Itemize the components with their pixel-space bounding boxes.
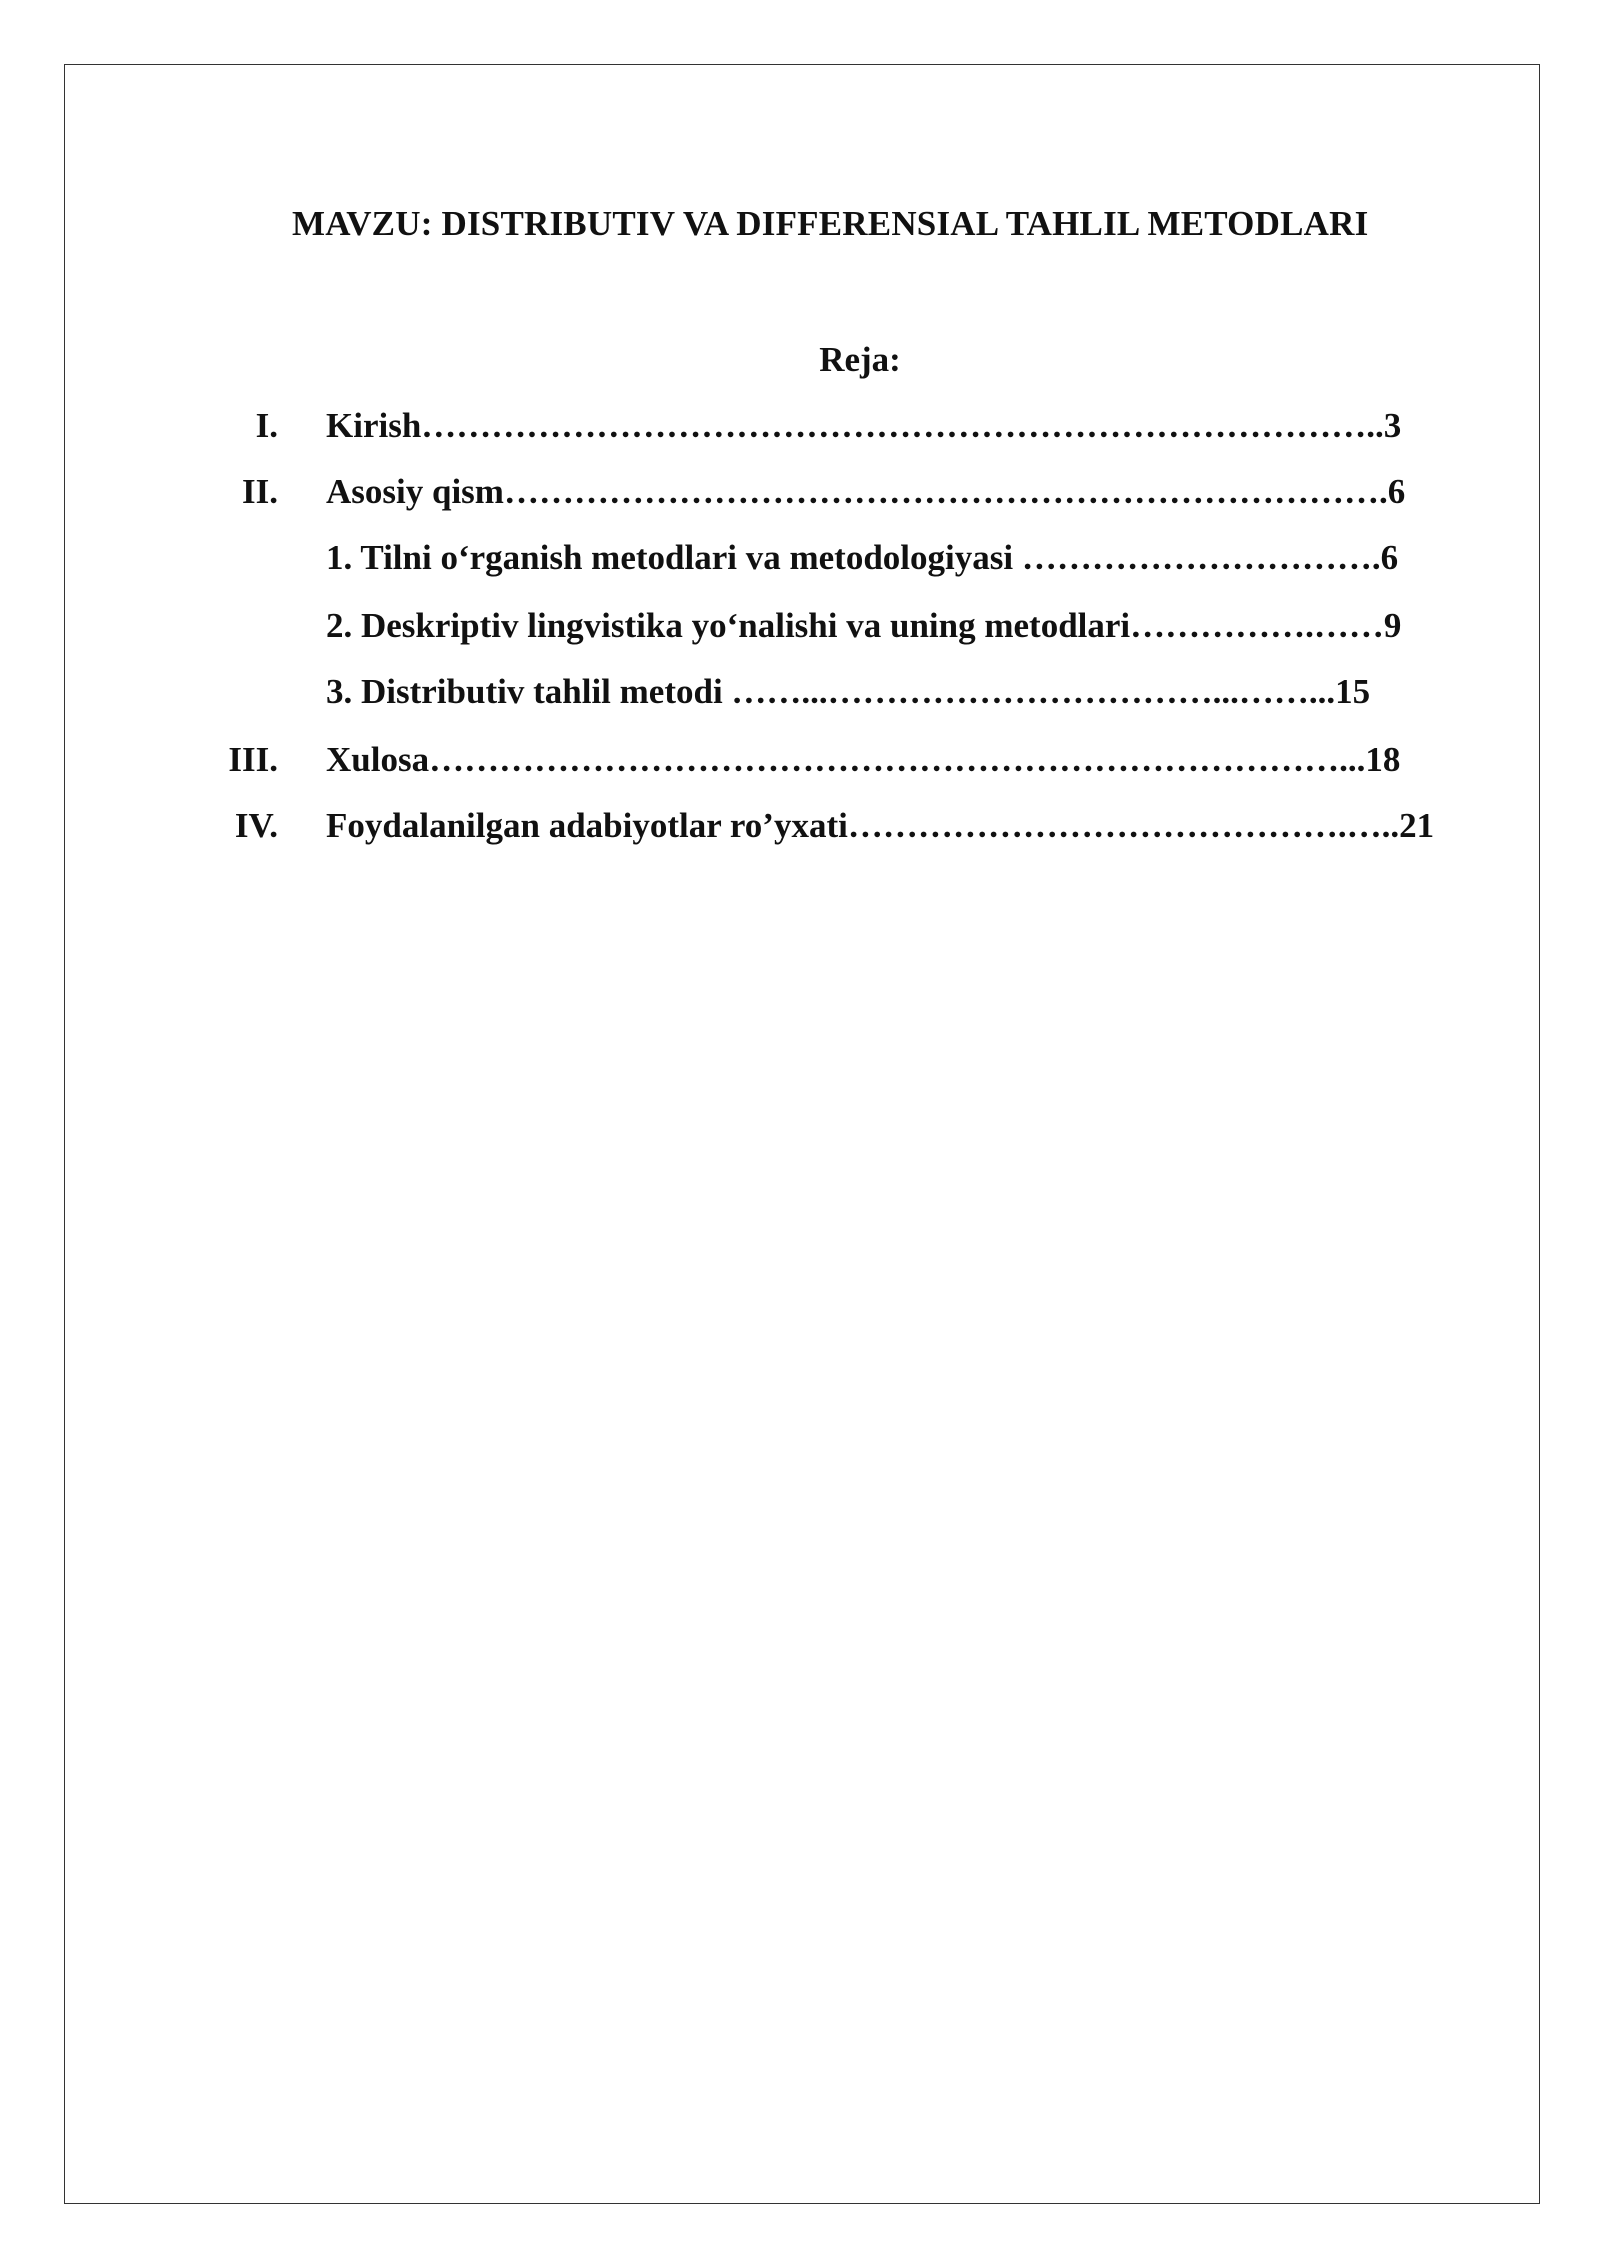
toc-numeral: III. — [228, 740, 278, 779]
toc-entry-text: 1. Tilni o‘rganish metodlari va metodologiyasi ………………………….6 — [326, 538, 1399, 577]
toc-entry-text: Kirish………………………………………………………………………..3 — [326, 406, 1402, 445]
toc-entry-text: 3. Distributiv tahlil metodi ……...……………………………...……...15 — [326, 672, 1371, 711]
toc-entry-text: Foydalanilgan adabiyotlar ro’yxati…………………………………….…..21 — [326, 806, 1435, 845]
toc-entry-text: Asosiy qism………………………………………………………………….6 — [326, 472, 1406, 511]
toc-entry-text: Xulosa……………………………………………………………………...18 — [326, 740, 1401, 779]
toc-entry-text: 2. Deskriptiv lingvistika yo‘nalishi va uning metodlari…………….……9 — [326, 606, 1402, 645]
plan-heading: Reja: — [819, 340, 901, 379]
page-border — [64, 64, 1540, 2204]
toc-numeral: II. — [242, 472, 278, 511]
document-title: MAVZU: DISTRIBUTIV VA DIFFERENSIAL TAHLIL METODLARI — [292, 204, 1369, 243]
toc-numeral: IV. — [234, 806, 278, 845]
toc-numeral: I. — [255, 406, 278, 445]
